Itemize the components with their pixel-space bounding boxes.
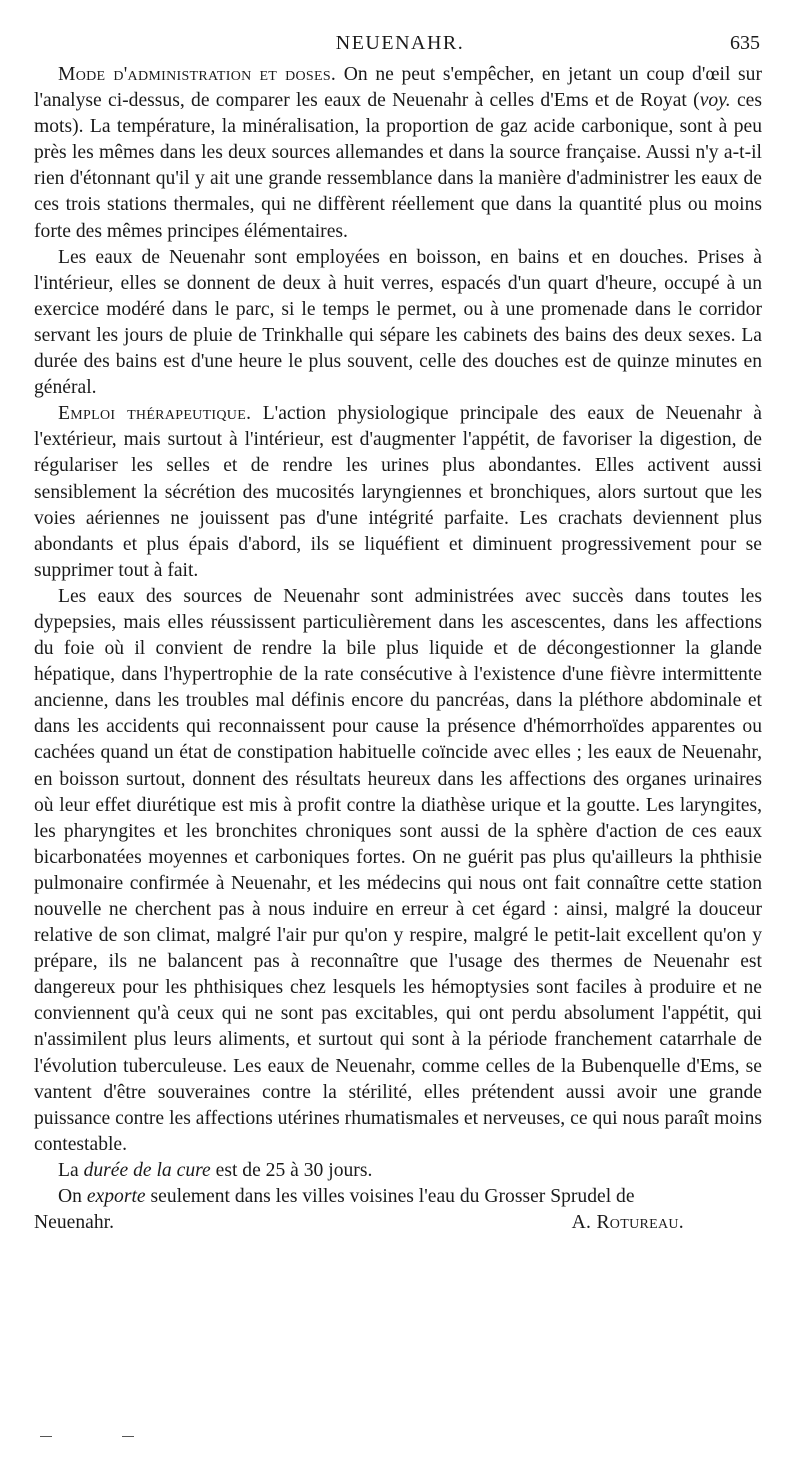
paragraph-export [34,1184,762,1210]
paragraph-text: L'action physiologique principale des eaux de Neuenahr à l'extérieur, mais surtout à l'intérieur, est d'augmenter l'appétit, de favoriser la digestion, de régulariser les selles et de rendre les urines plus abondantes. Elles activent aussi sensiblement la sécrétion des mucosités laryngiennes et bronchiques, alors surtout que les voies aériennes ne jouissent pas d'une intégrité parfaite. Les crachats deviennent plus abondants et plus épais d'abord, ils se liquéfient et diminuent progressivement pour se supprimer tout à fait. [34,403,762,581]
italic-reference: voy. [699,90,731,112]
paragraph-text: La [58,1159,84,1181]
italic-term: exporte [86,1186,146,1208]
paragraph-usage: Les eaux de Neuenahr sont employées en boisson, en bains et en douches. Prises à l'intérieur, elles se donnent de deux à huit verres, espacés d'un quart d'heure, occupé à un exercice modéré dans le parc, si le temps le permet, ou à une promenade dans le corridor servant les jours de pluie de Trinkhalle qui sépare les cabinets des bains des deux sexes. La durée des bains est d'une heure le plus souvent, celle des douches est de quinze minutes en général. [34,246,762,399]
body-text [34,62,762,1236]
section-heading-therapeutic: Emploi thérapeutique. [58,403,252,425]
margin-mark [40,1436,52,1437]
paragraph-text: est de 25 à 30 jours. [210,1159,373,1181]
paragraph-text: On ne peut s'empêcher, en jetant un coup d'œil sur l'analyse ci-dessus, de comparer les eaux de Neuenahr à celles d'Ems et de Royat ( [34,64,762,112]
paragraph-cure-duration [34,1158,762,1184]
section-heading-administration: Mode d'administration et doses. [58,64,337,85]
paragraph-therapeutic [34,401,762,584]
italic-term: durée de la cure [83,1159,211,1181]
paragraph-text: ces mots). La température, la minéralisation, la proportion de gaz acide carbonique, sont à peu près les mêmes dans les deux sources allemandes et dans la source française. Aussi n'y a-t-il rien d'étonnant qu'il y ait une grande ressemblance dans la manière d'administrer les eaux de ces trois stations thermales, qui ne diffèrent réellement que dans la quantité plus ou moins forte des mêmes principes élémentaires. [34,90,763,242]
paragraph-indications: Les eaux des sources de Neuenahr sont administrées avec succès dans toutes les dypepsies, mais elles réussissent particulièrement dans les ascescentes, dans les affections du foie où il convient de rendre la bile plus liquide et de décongestionner la glande hépatique, dans l'hypertrophie de la rate consécutive à l'existence d'une fièvre intermittente ancienne, dans les troubles mal définis encore du pancréas, dans la pléthore abdominale et dans les accidents qui reconnaissent pour cause la présence d'hémorrhoïdes apparentes ou cachées quand un état de constipation habituelle coïncide avec elles ; les eaux de Neuenahr, en boisson surtout, donnent des résultats heureux dans les affections des organes urinaires où leur effet diurétique est mis à profit contre la diathèse urique et la goutte. Les laryngites, les pharyngites et les bronchites chroniques sont aussi de la sphère d'action de ces eaux bicarbonatées moyennes et carboniques fortes. On ne guérit pas plus qu'ailleurs la phthisie pulmonaire confirmée à Neuenahr, et les médecins qui nous ont fait connaître cette station nouvelle ne cherchent pas à nous induire en erreur à cet égard : ainsi, malgré la douceur relative de son climat, malgré l'air pur qu'on y respire, malgré le petit-lait excellent qu'on y prépare, ils ne balancent pas à reconnaître que l'usage des thermes de Neuenahr est dangereux pour les phthisiques chez lesquels les hémoptysies sont faciles à produire et ne conviennent qu'à ceux qui ne sont pas excitables, qui ont perdu absolument l'appétit, qui n'assimilent plus leurs aliments, et surtout qui sont à la période franchement catarrhale de l'évolution tuberculeuse. Les eaux de Neuenahr, comme celles de la Bubenquelle d'Ems, se vantent d'être souveraines contre la stérilité, elles prétendent aussi avoir une grande puissance contre les affections utérines rhumatismales et nerveuses, ce qui nous paraît moins contestable. [34,585,762,1155]
signature-line [34,1210,762,1236]
page-number: 635 [730,32,760,54]
closing-word: Neuenahr. [34,1212,114,1234]
paragraph-text: seulement dans les villes voisines l'eau du Grosser Sprudel de [145,1186,635,1208]
running-title: NEUENAHR. [335,32,465,54]
paragraph-administration [34,62,762,245]
margin-mark [122,1436,134,1437]
author-signature: A. Rotureau. [571,1212,684,1234]
paragraph-text: On [58,1186,87,1208]
